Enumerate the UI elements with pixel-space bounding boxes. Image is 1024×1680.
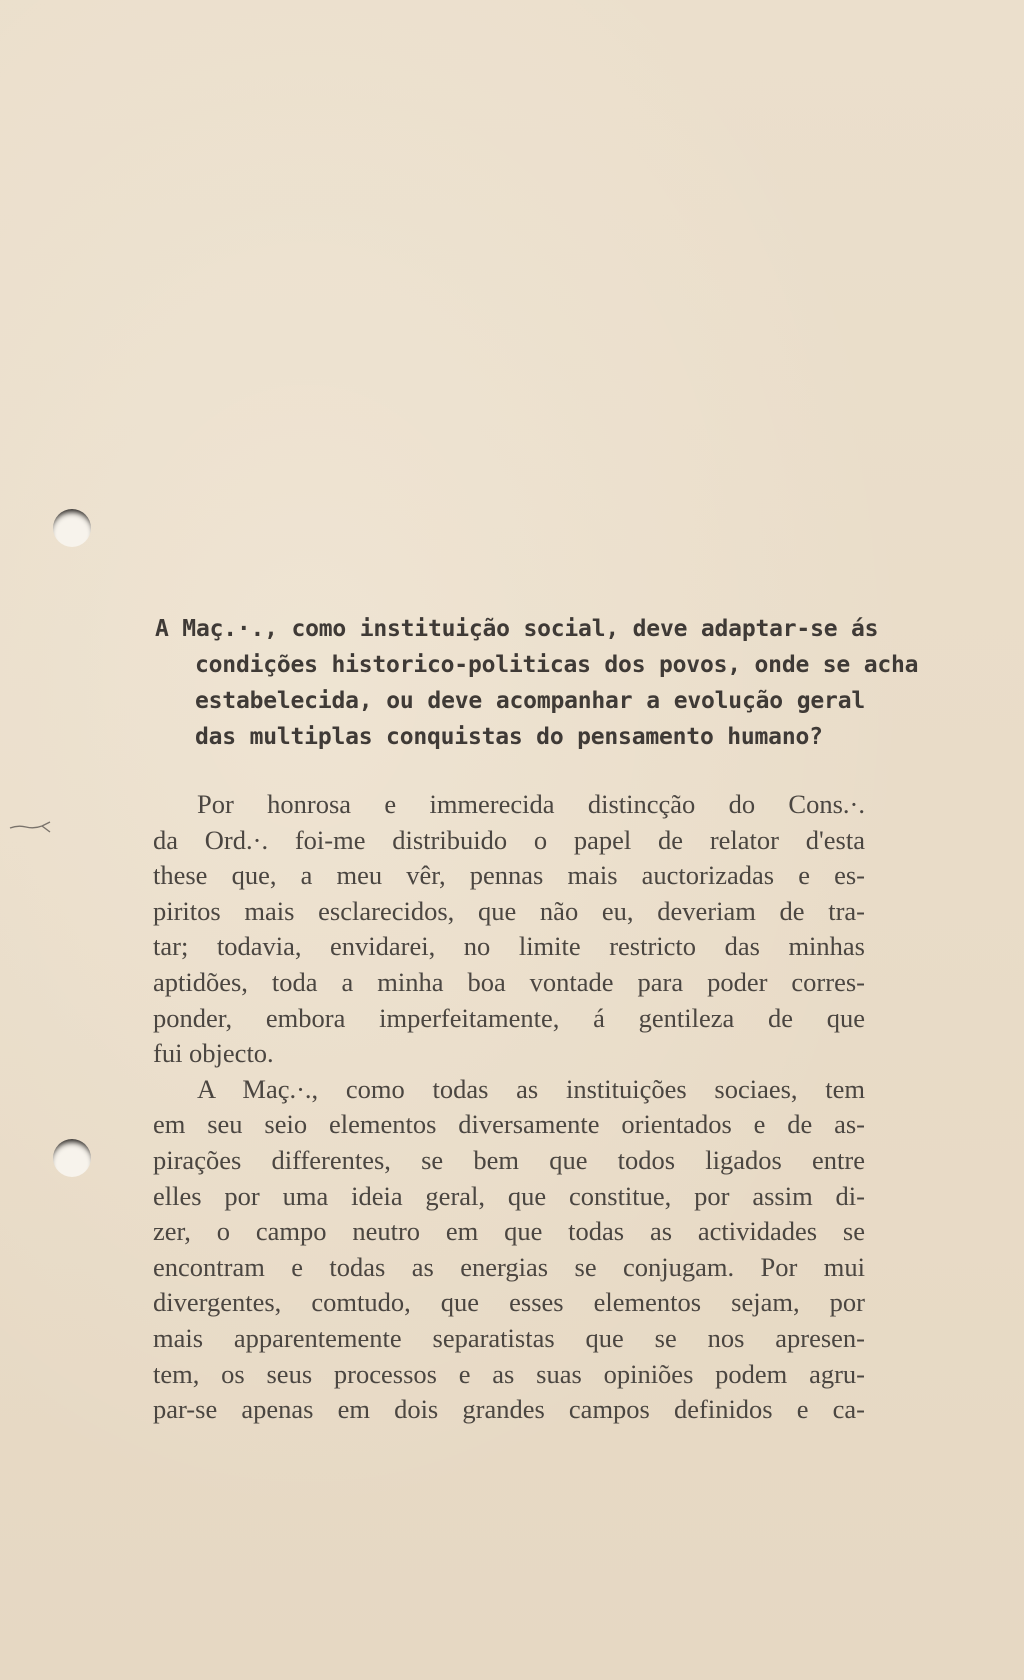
question-line: estabelecida, ou deve acompanhar a evolução geral xyxy=(195,688,865,714)
thesis-question xyxy=(155,611,919,755)
text-line: pirações differentes, se bem que todos ligados entre xyxy=(153,1144,865,1175)
text-line: Por honrosa e immerecida distincção do Cons.·. xyxy=(197,789,865,819)
punch-hole-top xyxy=(53,509,91,547)
paragraph-1 xyxy=(153,787,865,1072)
report-body xyxy=(153,787,865,1428)
punch-hole-bottom xyxy=(53,1139,91,1177)
text-line: par-se apenas em dois grandes campos definidos e ca- xyxy=(153,1394,865,1425)
text-line: aptidões, toda a minha boa vontade para poder corres- xyxy=(153,966,865,997)
text-line: A Maç.·., como todas as instituições sociaes, tem xyxy=(197,1073,865,1104)
text-line: encontram e todas as energias se conjugam. Por mui xyxy=(153,1251,865,1282)
question-line: das multiplas conquistas do pensamento humano? xyxy=(195,724,823,750)
text-line: em seu seio elementos diversamente orientados e de as- xyxy=(153,1109,865,1140)
text-line: elles por uma ideia geral, que constitue, por assim di- xyxy=(153,1180,865,1211)
text-line: these que, a meu vêr, pennas mais auctorizadas e es- xyxy=(153,860,865,891)
question-line: condições historico-politicas dos povos, onde se acha xyxy=(195,652,919,678)
question-line: A Maç.·., como instituição social, deve adaptar-se ás xyxy=(155,616,879,642)
text-line: da Ord.·. foi-me distribuido o papel de relator d'esta xyxy=(153,824,865,855)
text-line: tem, os seus processos e as suas opiniões podem agru- xyxy=(153,1358,865,1389)
pencil-mark xyxy=(8,820,58,834)
text-line: divergentes, comtudo, que esses elementos sejam, por xyxy=(153,1287,865,1318)
paragraph-2 xyxy=(153,1072,865,1428)
text-line: tar; todavia, envidarei, no limite restricto das minhas xyxy=(153,931,865,962)
text-line: ponder, embora imperfeitamente, á gentileza de que xyxy=(153,1002,865,1033)
text-line: mais apparentemente separatistas que se nos apresen- xyxy=(153,1322,865,1353)
text-line: zer, o campo neutro em que todas as actividades se xyxy=(153,1216,865,1247)
text-line: fui objecto. xyxy=(153,1038,274,1069)
text-line: piritos mais esclarecidos, que não eu, deveriam de tra- xyxy=(153,895,865,926)
